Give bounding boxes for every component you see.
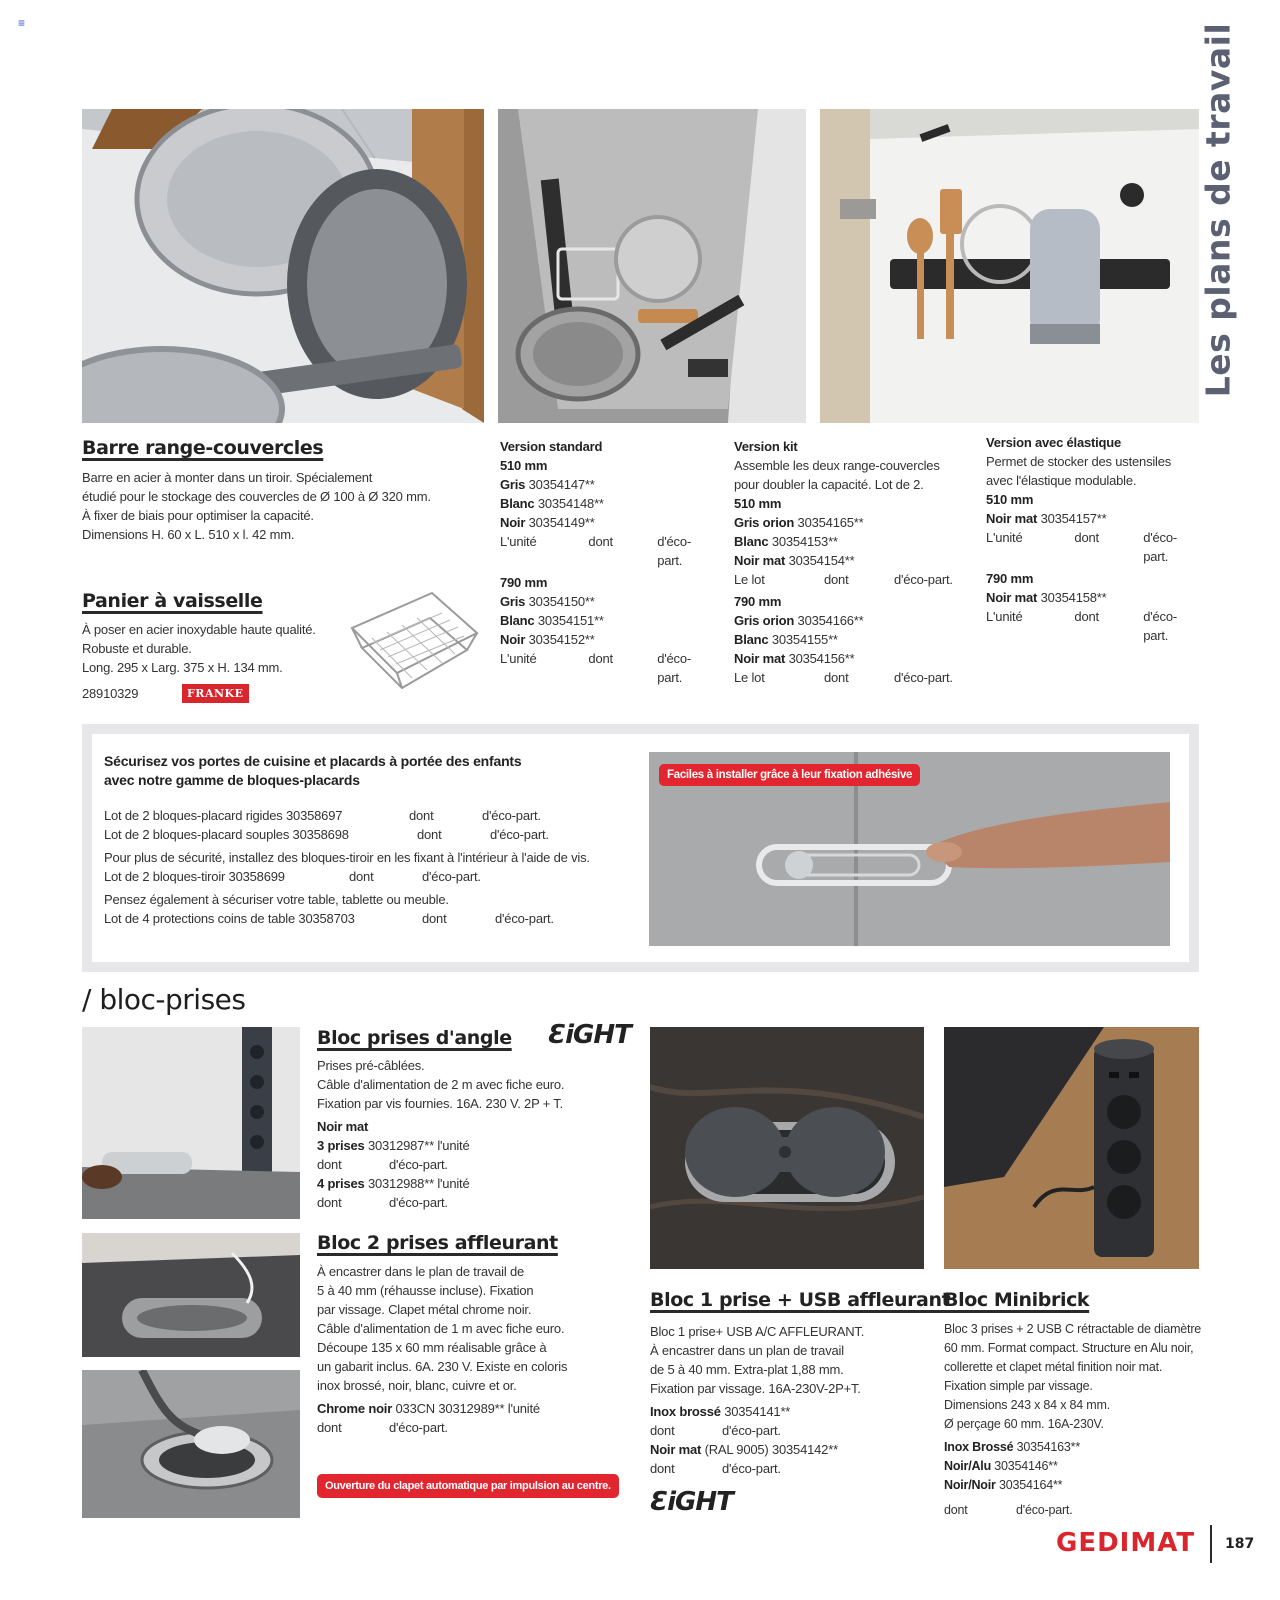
child-safety-panel: Sécurisez vos portes de cuisine et placards à portée des enfants avec notre gamme de bloques-placards Lot de 2 bloques-placard rigides 30358697 dont d'éco-part. Lot de 2 bloques-placard souples 30358698 dont d'éco-part. Pour plus de sécurité, installez des bloques-tiroir en les fixant à l'intérieur à l'aide de vis. Lot de 2 bloques-tiroir 30358699 dont d'éco-part. Pensez également à sécuriser votre table, tablette ou meuble. Lot de 4 protections coins de table 30358703 dont d'éco-part. Faciles à installer grâce à leur fixation adhésive xyxy=(82,724,1199,972)
lid-rack-drawer-photo xyxy=(82,109,484,423)
usb-title: Bloc 1 prise + USB affleurant xyxy=(650,1289,951,1311)
dish-basket-photo xyxy=(342,588,484,708)
minibrick-title: Bloc Minibrick xyxy=(944,1289,1090,1311)
adhesive-tag: Faciles à installer grâce à leur fixation adhésive xyxy=(659,764,920,786)
safety-heading-2: avec notre gamme de bloques-placards xyxy=(104,772,360,788)
panier-description: À poser en acier inoxydable haute qualité. Robuste et durable. Long. 295 x Larg. 375 x H. 134 mm. xyxy=(82,622,316,675)
usb-details: Bloc 1 prise+ USB A/C AFFLEURANT. À encastrer dans un plan de travail de 5 à 40 mm. Extra-plat 1,88 mm. Fixation par vissage. 16A-230V-2P+T. Inox brossé 30354141** dont d'éco-part. Noir mat (RAL 9005) 30354142** dont d'éco-part. xyxy=(650,1324,865,1476)
angle-details: Prises pré-câblées. Câble d'alimentation de 2 m avec fiche euro. Fixation par vis fournies. 16A. 230 V. 2P + T. Noir mat 3 prises 30312987** l'unité dont d'éco-part. 4 prises 30312988** l'unité dont d'éco-part. xyxy=(317,1058,565,1210)
usb-socket-photo xyxy=(650,1027,924,1269)
top-marker: ≡ xyxy=(18,16,26,30)
auto-open-tag: Ouverture du clapet automatique par impulsion au centre. xyxy=(317,1474,619,1498)
franke-logo: FRANKE xyxy=(182,684,249,703)
eight-logo-usb: ƐiGHT xyxy=(650,1487,733,1517)
angle-title: Bloc prises d'angle xyxy=(317,1027,512,1049)
drawer-lid-organiser-photo xyxy=(498,109,806,423)
safety-heading-1: Sécurisez vos portes de cuisine et placards à portée des enfants xyxy=(104,753,522,769)
barre-description: Barre en acier à monter dans un tiroir. Spécialement étudié pour le stockage des couvercles de Ø 100 à Ø 320 mm. À fixer de biais pour optimiser la capacité. Dimensions H. 60 x L. 510 x l. 42 mm. xyxy=(82,470,431,542)
version-standard-block: Version standard 510 mm Gris 30354147** Blanc 30354148** Noir 30354149** L'unité dont d'éco-part. 790 mm Gris 30354150** Blanc 30354151** Noir 30354152** L'unité dont d'éco-part. xyxy=(500,439,692,685)
panier-ref: 28910329 xyxy=(82,686,139,701)
version-kit-block: Version kit Assemble les deux range-couvercles pour doubler la capacité. Lot de 2. 510 mm Gris orion 30354165** Blanc 30354153** Noir mat 30354154** Le lot dont d'éco-part. 790 mm Gris orion 30354166** Blanc 30354155** Noir mat 30354156** Le lot dont d'éco-part. xyxy=(734,439,953,685)
version-elastique-block: Version avec élastique Permet de stocker des ustensiles avec l'élastique modulable. 510 mm Noir mat 30354157** L'unité dont d'éco-part. 790 mm Noir mat 30354158** L'unité dont d'éco-part. xyxy=(986,435,1178,643)
side-title: Les plans de travail xyxy=(1198,22,1238,398)
door-utensil-rail-photo xyxy=(820,109,1199,423)
eight-logo-angle: ƐiGHT xyxy=(548,1020,631,1050)
panier-title: Panier à vaisselle xyxy=(82,590,263,612)
page-number: 187 xyxy=(1225,1536,1255,1552)
cabinet-lock-photo xyxy=(649,752,1170,946)
corner-socket-photo xyxy=(82,1027,300,1219)
flush-socket-photo xyxy=(82,1233,300,1357)
barre-title: Barre range-couvercles xyxy=(82,437,324,459)
footer-divider xyxy=(1210,1525,1212,1563)
minibrick-photo xyxy=(944,1027,1199,1269)
affleurant2-title: Bloc 2 prises affleurant xyxy=(317,1232,558,1254)
gedimat-logo: GEDIMAT xyxy=(1056,1528,1196,1558)
minibrick-details: Bloc 3 prises + 2 USB C rétractable de diamètre 60 mm. Format compact. Structure en Alu noir, collerette et clapet métal finition noir mat. Fixation simple par vissage. Dimensions 243 x 84 x 84 mm. Ø perçage 60 mm. 16A-230V. Inox Brossé 30354163** Noir/Alu 30354146** Noir/Noir 30354164** dont d'éco-part. xyxy=(944,1322,1202,1517)
socket-open-photo xyxy=(82,1370,300,1518)
section-title: / bloc-prises xyxy=(82,983,246,1016)
affleurant2-details: À encastrer dans le plan de travail de 5 à 40 mm (réhausse incluse). Fixation par vissage. Clapet métal chrome noir. Câble d'alimentation de 1 m avec fiche euro. Découpe 135 x 60 mm réalisable grâce à un gabarit inclus. 6A. 230 V. Existe en coloris inox brossé, noir, blanc, cuivre et or. Chrome noir 033CN 30312989** l'unité dont d'éco-part. xyxy=(317,1264,568,1435)
